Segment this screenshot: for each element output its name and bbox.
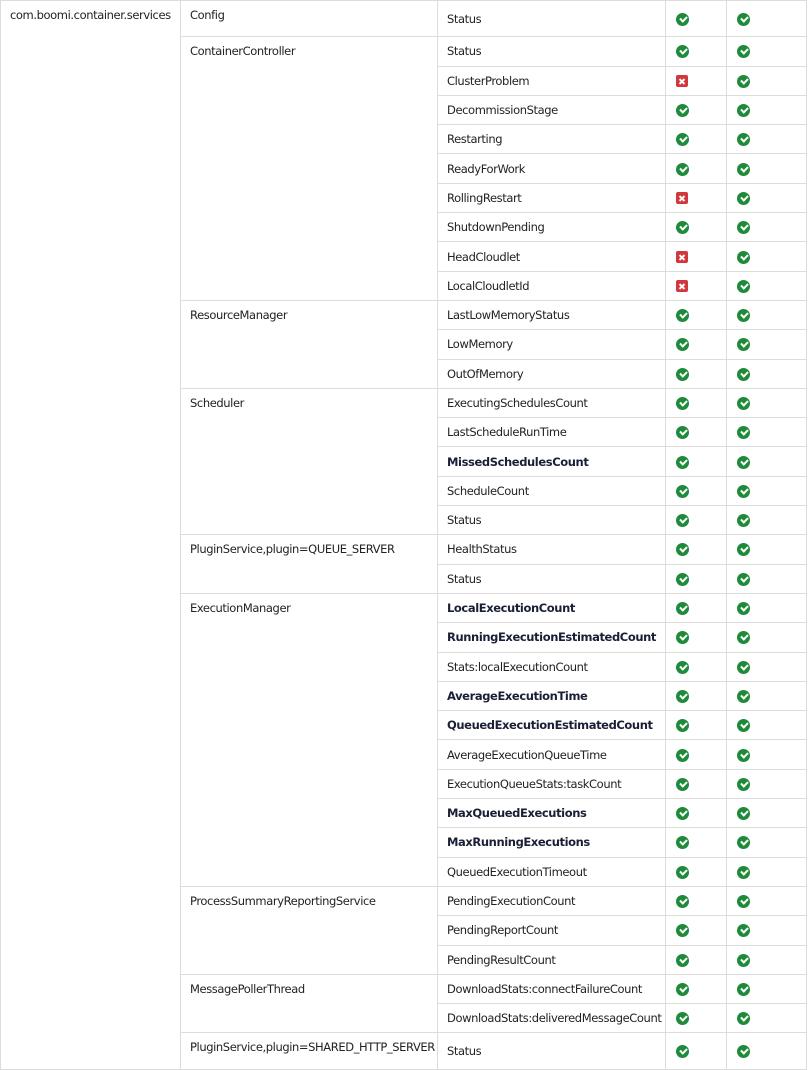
status-cell-node-2 [727, 711, 807, 740]
check-circle-icon [737, 133, 750, 146]
status-cell-node-1 [666, 740, 727, 769]
check-circle-icon [676, 456, 689, 469]
attribute-name: PendingResultCount [438, 945, 666, 974]
check-circle-icon [676, 661, 689, 674]
status-cell-node-2 [727, 183, 807, 212]
status-cell-node-1 [666, 623, 727, 652]
attribute-name: DecommissionStage [438, 95, 666, 124]
status-cell-node-1 [666, 1004, 727, 1033]
status-cell-node-1 [666, 769, 727, 798]
attribute-name: Status [438, 506, 666, 535]
status-cell-node-2 [727, 681, 807, 710]
attribute-name: MaxQueuedExecutions [438, 799, 666, 828]
check-circle-icon [737, 397, 750, 410]
status-cell-node-1 [666, 66, 727, 95]
check-circle-icon [737, 1045, 750, 1058]
status-cell-node-2 [727, 974, 807, 1003]
check-circle-icon [676, 426, 689, 439]
check-circle-icon [737, 543, 750, 556]
attribute-name: ExecutionQueueStats:taskCount [438, 769, 666, 798]
status-cell-node-2 [727, 769, 807, 798]
check-circle-icon [737, 895, 750, 908]
check-circle-icon [737, 954, 750, 967]
check-circle-icon [676, 397, 689, 410]
check-circle-icon [676, 221, 689, 234]
mbean-name: Config [181, 1, 438, 37]
status-cell-node-1 [666, 974, 727, 1003]
status-cell-node-1 [666, 564, 727, 593]
check-circle-icon [737, 13, 750, 26]
status-cell-node-1 [666, 506, 727, 535]
status-cell-node-1 [666, 916, 727, 945]
status-cell-node-2 [727, 828, 807, 857]
x-square-icon [676, 251, 688, 263]
status-cell-node-1 [666, 242, 727, 271]
check-circle-icon [676, 924, 689, 937]
check-circle-icon [676, 719, 689, 732]
check-circle-icon [676, 778, 689, 791]
status-cell-node-2 [727, 1, 807, 37]
attribute-name: LocalExecutionCount [438, 593, 666, 622]
check-circle-icon [676, 1045, 689, 1058]
status-cell-node-2 [727, 916, 807, 945]
check-circle-icon [676, 866, 689, 879]
status-cell-node-1 [666, 37, 727, 66]
check-circle-icon [676, 631, 689, 644]
status-cell-node-1 [666, 300, 727, 329]
check-circle-icon [737, 514, 750, 527]
status-cell-node-1 [666, 330, 727, 359]
status-cell-node-2 [727, 66, 807, 95]
status-cell-node-2 [727, 476, 807, 505]
check-circle-icon [737, 1012, 750, 1025]
check-circle-icon [676, 573, 689, 586]
mbean-name: ResourceManager [181, 300, 438, 388]
status-cell-node-1 [666, 271, 727, 300]
attribute-name: QueuedExecutionTimeout [438, 857, 666, 886]
check-circle-icon [676, 309, 689, 322]
status-cell-node-1 [666, 1, 727, 37]
check-circle-icon [737, 45, 750, 58]
attribute-name: MissedSchedulesCount [438, 447, 666, 476]
status-cell-node-2 [727, 857, 807, 886]
status-cell-node-2 [727, 740, 807, 769]
status-cell-node-2 [727, 652, 807, 681]
attribute-name: HealthStatus [438, 535, 666, 564]
attribute-name: ClusterProblem [438, 66, 666, 95]
check-circle-icon [737, 192, 750, 205]
check-circle-icon [676, 1012, 689, 1025]
mbean-name: PluginService,plugin=QUEUE_SERVER [181, 535, 438, 594]
check-circle-icon [737, 836, 750, 849]
check-circle-icon [737, 368, 750, 381]
check-circle-icon [676, 543, 689, 556]
status-cell-node-2 [727, 125, 807, 154]
mbean-name: Scheduler [181, 388, 438, 534]
check-circle-icon [737, 690, 750, 703]
status-cell-node-1 [666, 476, 727, 505]
check-circle-icon [676, 954, 689, 967]
status-cell-node-2 [727, 535, 807, 564]
check-circle-icon [676, 749, 689, 762]
status-cell-node-2 [727, 271, 807, 300]
status-cell-node-1 [666, 828, 727, 857]
attribute-name: ReadyForWork [438, 154, 666, 183]
status-cell-node-1 [666, 154, 727, 183]
status-cell-node-1 [666, 857, 727, 886]
check-circle-icon [737, 280, 750, 293]
status-cell-node-2 [727, 886, 807, 915]
attribute-name: LastScheduleRunTime [438, 418, 666, 447]
status-cell-node-1 [666, 652, 727, 681]
check-circle-icon [737, 104, 750, 117]
x-square-icon [676, 280, 688, 292]
attribute-name: ScheduleCount [438, 476, 666, 505]
attribute-name: Status [438, 1, 666, 37]
status-cell-node-2 [727, 623, 807, 652]
status-cell-node-2 [727, 447, 807, 476]
table-row [1, 1, 807, 37]
attribute-name: AverageExecutionQueueTime [438, 740, 666, 769]
check-circle-icon [737, 749, 750, 762]
status-cell-node-2 [727, 564, 807, 593]
status-cell-node-1 [666, 886, 727, 915]
check-circle-icon [737, 75, 750, 88]
check-circle-icon [676, 690, 689, 703]
check-circle-icon [676, 13, 689, 26]
attribute-name: RunningExecutionEstimatedCount [438, 623, 666, 652]
attribute-name: Restarting [438, 125, 666, 154]
check-circle-icon [737, 924, 750, 937]
attribute-name: DownloadStats:connectFailureCount [438, 974, 666, 1003]
status-cell-node-2 [727, 506, 807, 535]
check-circle-icon [737, 426, 750, 439]
attribute-name: Status [438, 37, 666, 66]
check-circle-icon [737, 251, 750, 264]
status-cell-node-2 [727, 1004, 807, 1033]
check-circle-icon [737, 807, 750, 820]
check-circle-icon [737, 485, 750, 498]
attribute-name: LowMemory [438, 330, 666, 359]
status-cell-node-1 [666, 213, 727, 242]
status-cell-node-2 [727, 593, 807, 622]
attribute-name: PendingExecutionCount [438, 886, 666, 915]
check-circle-icon [676, 104, 689, 117]
status-cell-node-2 [727, 37, 807, 66]
check-circle-icon [676, 485, 689, 498]
status-cell-node-1 [666, 711, 727, 740]
attribute-name: MaxRunningExecutions [438, 828, 666, 857]
check-circle-icon [676, 45, 689, 58]
attribute-name: PendingReportCount [438, 916, 666, 945]
status-cell-node-1 [666, 418, 727, 447]
x-square-icon [676, 75, 688, 87]
status-cell-node-2 [727, 154, 807, 183]
status-cell-node-1 [666, 945, 727, 974]
attribute-name: OutOfMemory [438, 359, 666, 388]
status-cell-node-2 [727, 242, 807, 271]
mbean-name: ExecutionManager [181, 593, 438, 886]
mbean-name: PluginService,plugin=SHARED_HTTP_SERVER [181, 1033, 438, 1069]
mbean-name: MessagePollerThread [181, 974, 438, 1033]
x-square-icon [676, 192, 688, 204]
attribute-name: Stats:localExecutionCount [438, 652, 666, 681]
check-circle-icon [676, 807, 689, 820]
status-cell-node-1 [666, 359, 727, 388]
check-circle-icon [737, 661, 750, 674]
status-cell-node-2 [727, 799, 807, 828]
attribute-name: RollingRestart [438, 183, 666, 212]
attribute-name: LastLowMemoryStatus [438, 300, 666, 329]
status-cell-node-1 [666, 95, 727, 124]
status-cell-node-2 [727, 1033, 807, 1069]
status-cell-node-2 [727, 388, 807, 417]
status-cell-node-1 [666, 1033, 727, 1069]
status-cell-node-1 [666, 681, 727, 710]
check-circle-icon [676, 163, 689, 176]
status-cell-node-2 [727, 95, 807, 124]
status-cell-node-2 [727, 359, 807, 388]
check-circle-icon [676, 895, 689, 908]
attribute-name: QueuedExecutionEstimatedCount [438, 711, 666, 740]
attribute-name: ShutdownPending [438, 213, 666, 242]
check-circle-icon [737, 983, 750, 996]
attribute-name: HeadCloudlet [438, 242, 666, 271]
check-circle-icon [737, 221, 750, 234]
check-circle-icon [737, 866, 750, 879]
domain-name: com.boomi.container.services [1, 1, 181, 1070]
check-circle-icon [676, 836, 689, 849]
check-circle-icon [676, 368, 689, 381]
attribute-name: LocalCloudletId [438, 271, 666, 300]
status-cell-node-1 [666, 125, 727, 154]
attribute-name: AverageExecutionTime [438, 681, 666, 710]
check-circle-icon [737, 778, 750, 791]
status-cell-node-1 [666, 593, 727, 622]
status-cell-node-1 [666, 388, 727, 417]
attribute-name: Status [438, 564, 666, 593]
check-circle-icon [737, 456, 750, 469]
status-cell-node-1 [666, 535, 727, 564]
check-circle-icon [737, 163, 750, 176]
status-cell-node-2 [727, 330, 807, 359]
check-circle-icon [676, 983, 689, 996]
status-cell-node-1 [666, 183, 727, 212]
check-circle-icon [737, 719, 750, 732]
check-circle-icon [737, 338, 750, 351]
mbean-name: ContainerController [181, 37, 438, 301]
check-circle-icon [676, 133, 689, 146]
status-cell-node-2 [727, 300, 807, 329]
status-cell-node-1 [666, 447, 727, 476]
status-cell-node-1 [666, 799, 727, 828]
attribute-name: DownloadStats:deliveredMessageCount [438, 1004, 666, 1033]
status-cell-node-2 [727, 945, 807, 974]
check-circle-icon [737, 631, 750, 644]
check-circle-icon [737, 602, 750, 615]
status-cell-node-2 [727, 213, 807, 242]
mbean-name: ProcessSummaryReportingService [181, 886, 438, 974]
check-circle-icon [737, 309, 750, 322]
check-circle-icon [676, 514, 689, 527]
attribute-name: Status [438, 1033, 666, 1069]
check-circle-icon [676, 338, 689, 351]
attribute-name: ExecutingSchedulesCount [438, 388, 666, 417]
status-cell-node-2 [727, 418, 807, 447]
check-circle-icon [676, 602, 689, 615]
check-circle-icon [737, 573, 750, 586]
